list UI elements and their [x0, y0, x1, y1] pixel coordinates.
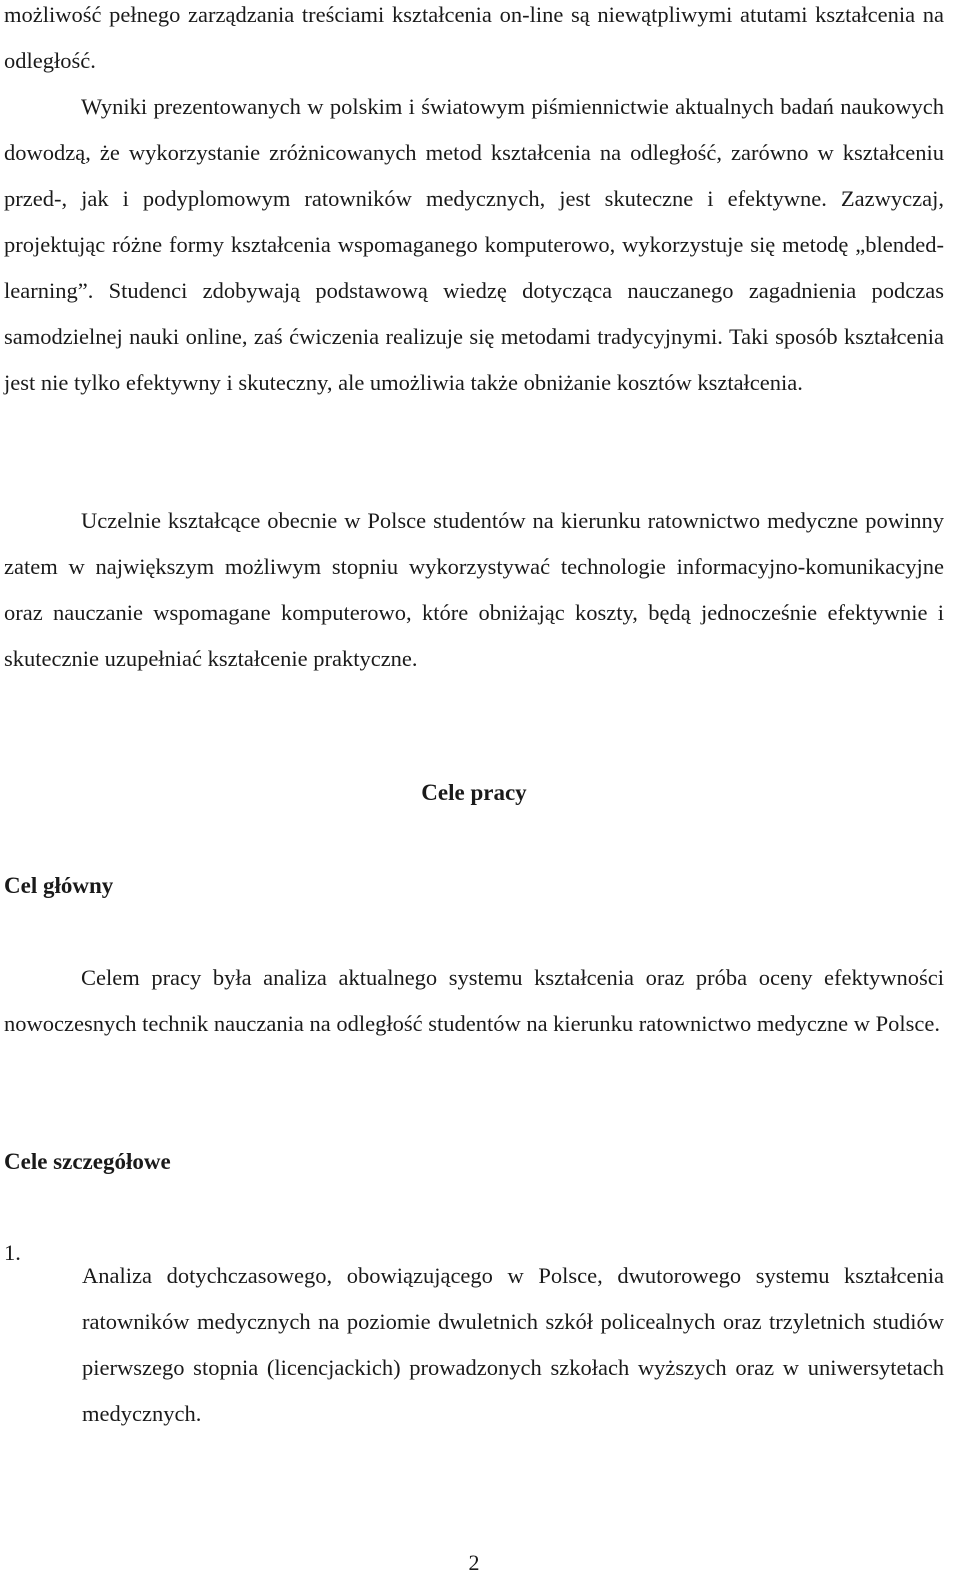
section-title: Cele pracy	[421, 780, 527, 805]
list-item-number: 1.	[4, 1240, 21, 1265]
paragraph-research-findings: Wyniki prezentowanych w polskim i światowym piśmiennictwie aktualnych badań naukowych dowodzą, że wykorzystanie zróżnicowanych metod kształcenia na odległość, zarówno w kształceniu przed-, jak i podyplomowym ratowników medycznych, jest skuteczne i efektywne. Zazwyczaj, projektując różne formy kształcenia wspomaganego komputerowo, wykorzystuje się metodę „blended-learning”. Studenci zdobywają podstawową wiedzę dotycząca nauczanego zagadnienia podczas samodzielnej nauki online, zaś ćwiczenia realizuje się metodami tradycyjnymi. Taki sposób kształcenia jest nie tylko efektywny i skuteczny, ale umożliwia także obniżanie kosztów kształcenia.	[4, 94, 944, 395]
paragraph-universities: Uczelnie kształcące obecnie w Polsce studentów na kierunku ratownictwo medyczne powinny zatem w największym możliwym stopniu wykorzystywać technologie informacyjno-komunikacyjne oraz nauczanie wspomagane komputerowo, które obniżając koszty, będą jednocześnie efektywnie i skutecznie uzupełniać kształcenie praktyczne.	[4, 508, 944, 671]
specific-goals-heading: Cele szczegółowe	[4, 1149, 171, 1174]
list-item-text: Analiza dotychczasowego, obowiązującego w Polsce, dwutorowego systemu kształcenia ratowników medycznych na poziomie dwuletnich szkół policealnych oraz trzyletnich studiów pierwszego stopnia (licencjackich) prowadzonych szkołach wyższych oraz w uniwersytetach medycznych.	[82, 1262, 944, 1426]
main-goal-heading: Cel główny	[4, 873, 114, 898]
page-number: 2	[468, 1550, 480, 1575]
main-goal-text: Celem pracy była analiza aktualnego systemu kształcenia oraz próba oceny efektywności nowoczesnych technik nauczania na odległość studentów na kierunku ratownictwo medyczne w Polsce.	[4, 965, 944, 1036]
paragraph-continuation: możliwość pełnego zarządzania treściami kształcenia on-line są niewątpliwymi atutami kształcenia na odległość.	[4, 2, 944, 73]
list-item	[4, 1230, 944, 1459]
